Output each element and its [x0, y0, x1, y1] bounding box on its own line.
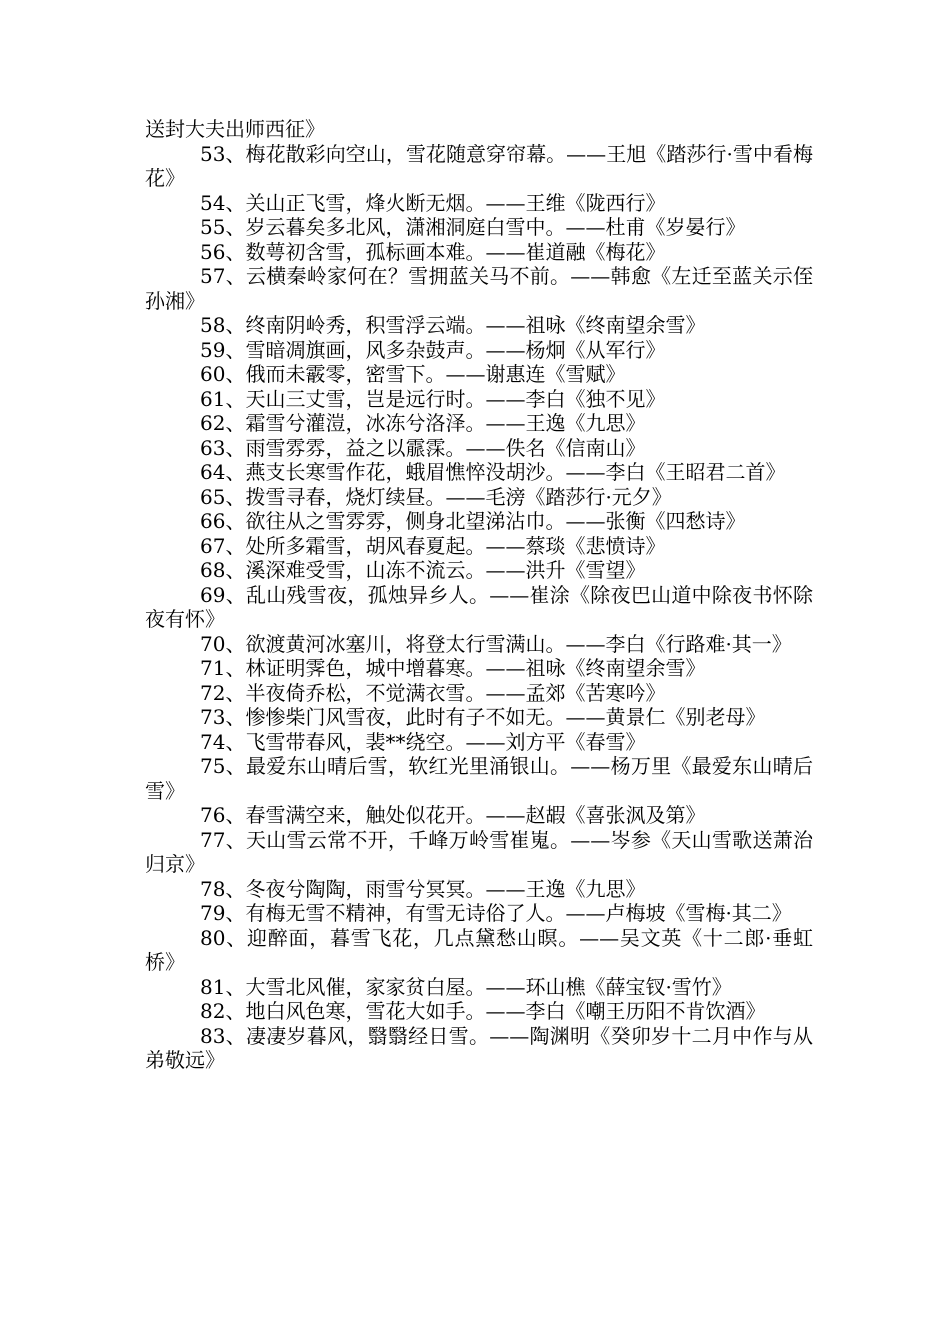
poem-entry-76: 76、春雪满空来，触处似花开。——赵嘏《喜张沨及第》 [200, 803, 706, 827]
poem-entry-64: 64、燕支长寒雪作花，蛾眉憔悴没胡沙。——李白《王昭君二首》 [200, 460, 786, 484]
poem-entry-73: 73、惨惨柴门风雪夜，此时有子不如无。——黄景仁《别老母》 [200, 705, 766, 729]
poem-entry-60: 60、俄而未霰零，密雪下。——谢惠连《雪赋》 [200, 362, 626, 386]
poem-entry-83: 83、凄凄岁暮风，翳翳经日雪。——陶渊明《癸卯岁十二月中作与从弟敬远》 [145, 1023, 813, 1072]
poem-entry-62: 62、霜雪兮灌溰，冰冻兮洛泽。——王逸《九思》 [200, 411, 646, 435]
poem-entry-71: 71、林证明霁色，城中增暮寒。——祖咏《终南望余雪》 [200, 656, 706, 680]
poem-entry-65: 65、拨雪寻春，烧灯续昼。——毛滂《踏莎行·元夕》 [200, 484, 672, 509]
poem-entry-77: 77、天山雪云常不开，千峰万岭雪崔嵬。——岑参《天山雪歌送萧治归京》 [145, 827, 813, 876]
poem-entry-81: 81、大雪北风催，家家贫白屋。——环山樵《薛宝钗·雪竹》 [200, 974, 732, 999]
poem-entry-67: 67、处所多霜雪，胡风春夏起。——蔡琰《悲愤诗》 [200, 533, 666, 558]
poem-entry-56: 56、数萼初含雪，孤标画本难。——崔道融《梅花》 [200, 239, 666, 264]
poem-list [145, 117, 813, 1073]
poem-entry-61: 61、天山三丈雪，岂是远行时。——李白《独不见》 [200, 386, 666, 411]
poem-entry-69: 69、乱山残雪夜，孤烛异乡人。——崔涂《除夜巴山道中除夜书怀除夜有怀》 [145, 582, 813, 631]
poem-entry-59: 59、雪暗凋旗画，风多杂鼓声。——杨炯《从军行》 [200, 337, 666, 362]
poem-entry-72: 72、半夜倚乔松，不觉满衣雪。——孟郊《苦寒吟》 [200, 680, 666, 705]
poem-entry-58: 58、终南阴岭秀，积雪浮云端。——祖咏《终南望余雪》 [200, 313, 706, 337]
poem-entry-54: 54、关山正飞雪，烽火断无烟。——王维《陇西行》 [200, 190, 666, 215]
poem-entry-82: 82、地白风色寒，雪花大如手。——李白《嘲王历阳不肯饮酒》 [200, 999, 766, 1023]
continuation-line: 送封大夫出师西征》 [145, 117, 325, 141]
poem-entry-79: 79、有梅无雪不精神，有雪无诗俗了人。——卢梅坡《雪梅·其二》 [200, 901, 792, 925]
poem-entry-55: 55、岁云暮矣多北风，潇湘洞庭白雪中。——杜甫《岁晏行》 [200, 215, 746, 239]
poem-entry-66: 66、欲往从之雪雰雰，侧身北望涕沾巾。——张衡《四愁诗》 [200, 509, 746, 533]
poem-entry-57: 57、云横秦岭家何在？雪拥蓝关马不前。——韩愈《左迁至蓝关示侄孙湘》 [145, 264, 813, 313]
poem-entry-63: 63、雨雪雰雰，益之以霢霂。——佚名《信南山》 [200, 435, 646, 460]
poem-entry-80: 80、迎醉面，暮雪飞花，几点黛愁山暝。——吴文英《十二郎·垂虹桥》 [145, 925, 813, 974]
poem-entry-70: 70、欲渡黄河冰塞川，将登太行雪满山。——李白《行路难·其一》 [200, 631, 792, 656]
poem-entry-74: 74、飞雪带春风，裴**绕空。——刘方平《春雪》 [200, 729, 646, 754]
poem-entry-53: 53、梅花散彩向空山，雪花随意穿帘幕。——王旭《踏莎行·雪中看梅花》 [145, 141, 813, 190]
poem-entry-68: 68、溪深难受雪，山冻不流云。——洪升《雪望》 [200, 558, 646, 582]
poem-entry-78: 78、冬夜兮陶陶，雨雪兮冥冥。——王逸《九思》 [200, 876, 646, 901]
poem-entry-75: 75、最爱东山晴后雪，软红光里涌银山。——杨万里《最爱东山晴后雪》 [145, 754, 813, 803]
